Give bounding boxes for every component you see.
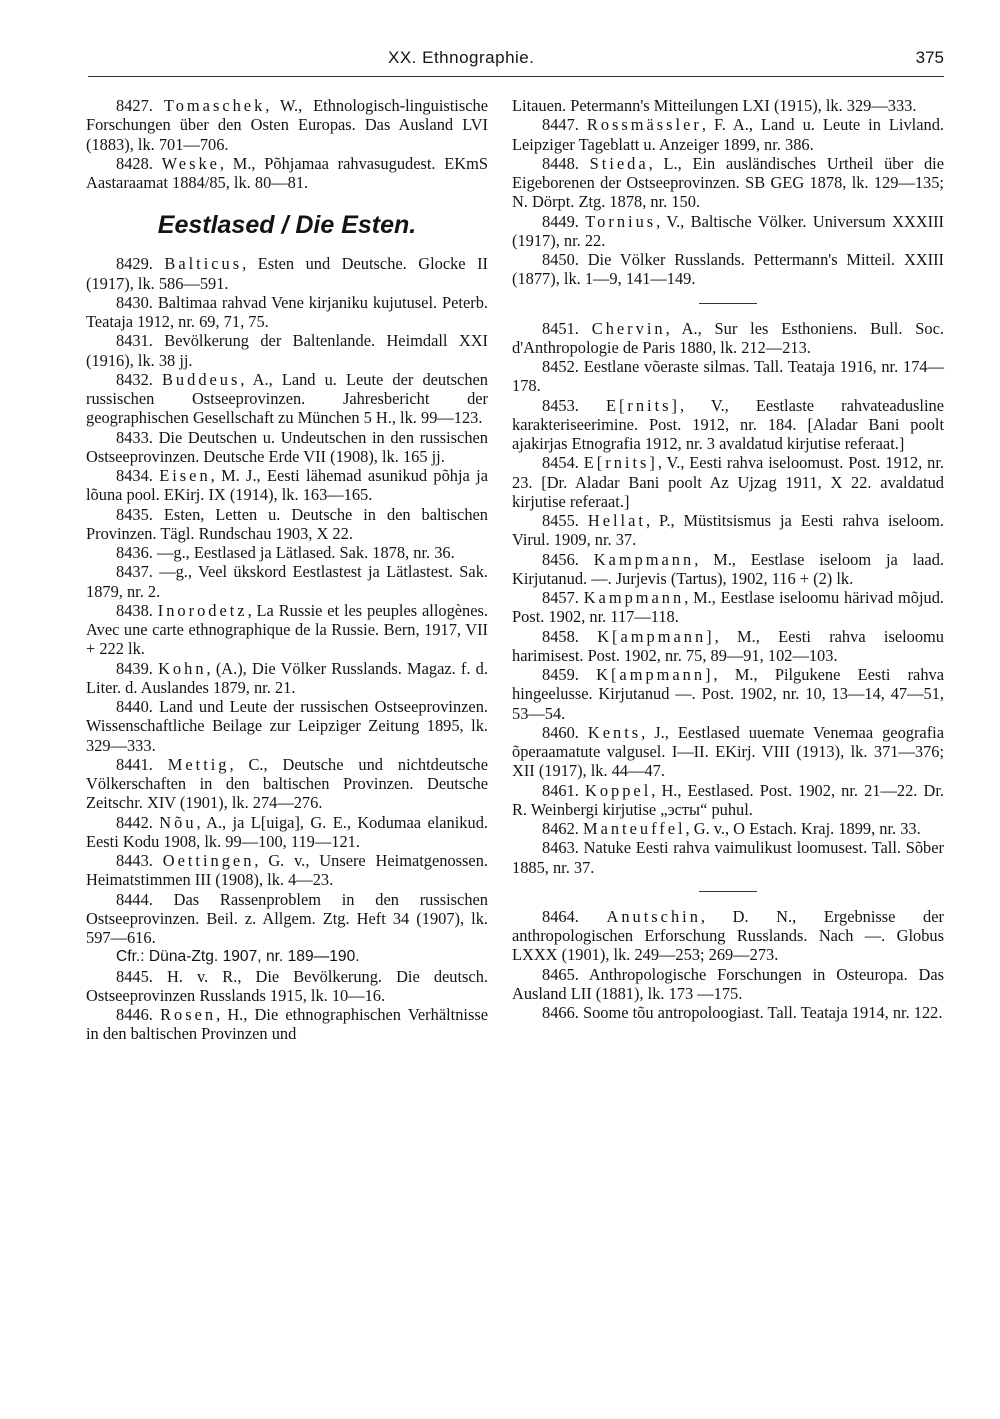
page-header (88, 48, 944, 74)
bibliography-entry (512, 511, 944, 550)
bibliography-entry (86, 851, 488, 890)
entry-text: , J., Eestlased uuemate Venemaa geografia õperaamatute valgusel. I—II. EKirj. VIII (1913), lk. 371—376; XII (1917), lk. 44—47. (512, 722, 944, 781)
bibliography-entry (86, 543, 488, 562)
left-tail-entries (86, 967, 488, 1044)
bibliography-entry (512, 965, 944, 1004)
entry-text: Die Völker Russlands. Pettermann's Mitteil. XXIII (1877), lk. 1—9, 141—149. (512, 250, 944, 289)
left-entries (86, 254, 488, 947)
entry-number: 8428. (116, 153, 153, 173)
entry-text: , V., Baltische Völker. Universum XXXIII (1917), nr. 22. (512, 211, 944, 250)
entry-number: 8444. (116, 889, 153, 909)
bibliography-entry (512, 212, 944, 251)
entry-text: , D. N., Ergebnisse der anthropologischen Erforschung Russlands. Nach —. Globus LXXX (1901), lk. 249—253; 269—273. (512, 906, 944, 965)
entry-number: 8454. (542, 453, 579, 473)
left-column (86, 96, 488, 1044)
entry-author: Hellat (587, 511, 646, 530)
entry-text: , A., Land u. Leute der deutschen russischen Ostseeprovinzen. Jahresbericht der geographischen Gesellschaft zu München 5 H., lk. 99—123. (86, 369, 488, 428)
bibliography-entry (512, 115, 944, 154)
entry-number: 8461. (542, 780, 579, 800)
entry-author: Koppel (585, 780, 652, 800)
header-rule (88, 76, 944, 77)
bibliography-entry (86, 755, 488, 813)
bibliography-entry (512, 154, 944, 212)
entry-author: E[rnits] (605, 395, 681, 415)
section-title: Eestlased / Die Esten. (157, 211, 417, 240)
bibliography-entry (86, 96, 488, 154)
entry-number: 8443. (116, 851, 153, 870)
entry-text: , (A.), Die Völker Russlands. Magaz. f. d. Liter. d. Auslandes 1879, nr. 21. (86, 658, 488, 697)
bibliography-entry (512, 907, 944, 965)
entry-number: 8457. (542, 588, 579, 607)
entry-number: 8458. (542, 626, 579, 646)
entry-text: , M., Põhjamaa rahvasugudest. EKmS Aastaraamat 1884/85, lk. 80—81. (86, 153, 488, 192)
entry-number: 8438. (116, 600, 153, 620)
entry-author: K[ampmann] (596, 665, 714, 684)
bibliography-entry (86, 331, 488, 370)
entry-number: 8460. (542, 722, 579, 742)
bibliography-entry (86, 428, 488, 467)
bibliography-entry (86, 293, 488, 332)
bibliography-entry (86, 370, 488, 428)
entry-text: , A., ja L[uiga], G. E., Kodumaa elanikud. Eesti Kodu 1908, lk. 99—100, 119—121. (86, 812, 488, 851)
entry-author: Balticus (164, 254, 243, 274)
left-top-entries (86, 96, 488, 192)
entry-text: , G. v., O Estach. Kraj. 1899, nr. 33. (685, 819, 921, 838)
entry-author: Stieda (589, 153, 649, 173)
entry-text: , P., Müstitsismus ja Eesti rahva iseloom. Virul. 1909, nr. 37. (512, 511, 944, 550)
section-separator (699, 891, 757, 892)
bibliography-entry (512, 838, 944, 877)
bibliography-entry (86, 254, 488, 293)
bibliography-entry (512, 819, 944, 838)
entry-text: , G. v., Unsere Heimatgenossen. Heimatstimmen III (1908), lk. 4—23. (86, 851, 488, 890)
entry-number: 8434. (116, 466, 153, 485)
entry-number: 8462. (542, 819, 579, 838)
entry-number: 8430. (116, 292, 153, 312)
entry-text: Eestlane võeraste silmas. Tall. Teataja 1916, nr. 174—178. (512, 357, 944, 396)
right-column (512, 96, 944, 1022)
entry-text: , H., Die ethnographischen Verhältnisse in den baltischen Provinzen und (86, 1005, 488, 1044)
entry-number: 8447. (542, 115, 579, 135)
entry-author: Inorodetz (157, 600, 248, 620)
entry-number: 8455. (542, 511, 579, 530)
entry-text: Das Rassenproblem in den russischen Ostseeprovinzen. Beil. z. Allgem. Ztg. Heft 34 (1907), lk. 597—616. (86, 889, 488, 947)
entry-number: 8452. (542, 357, 579, 376)
entry-text: Soome tõu antropoloogiast. Tall. Teataja 1914, nr. 122. (583, 1003, 943, 1022)
entry-number: 8436. (116, 543, 153, 562)
entry-author: Nõu (159, 812, 197, 832)
entry-text: Anthropologische Forschungen in Osteuropa. Das Ausland LII (1881), lk. 173 —175. (512, 964, 944, 1003)
bibliography-entry (86, 562, 488, 601)
entry-number: 8431. (116, 331, 153, 351)
entry-text: Land und Leute der russischen Ostseeprovinzen. Wissenschaftliche Beilage zur Leipziger Zeitung 1895, lk. 329—333. (86, 697, 488, 755)
bibliography-entry (512, 781, 944, 820)
entry-text: —g., Eestlased ja Lätlased. Sak. 1878, nr. 36. (157, 543, 455, 562)
bibliography-entry (86, 813, 488, 852)
entry-text: Natuke Eesti rahva vaimulikust loomusest. Tall. Sõber 1885, nr. 37. (512, 838, 944, 877)
entry-author: Rosen (160, 1005, 217, 1024)
bibliography-entry (86, 659, 488, 698)
entry-number: 8459. (542, 665, 579, 684)
entry-author: Anutschin (606, 906, 701, 926)
entry-number: 8453. (542, 395, 579, 415)
bibliography-entry (512, 627, 944, 666)
entry-number: 8429. (116, 254, 153, 274)
entry-number: 8446. (116, 1005, 153, 1024)
entry-text: , F. A., Land u. Leute in Livland. Leipziger Tageblatt u. Anzeiger 1899, nr. 386. (512, 115, 944, 154)
entry-text: Esten, Letten u. Deutsche in den baltischen Provinzen. Tägl. Rundschau 1903, X 22. (86, 504, 488, 543)
entry-author: Rossmässler (586, 115, 702, 135)
bibliography-entry (86, 697, 488, 755)
bibliography-entry (512, 588, 944, 627)
continued-entry-text: Litauen. Petermann's Mitteilungen LXI (1915), lk. 329—333. (512, 96, 917, 115)
entry-text: , La Russie et les peuples allogènes. Avec une carte ethnographique de la Russie. Bern, 1917, VII + 222 lk. (86, 600, 488, 659)
entry-text: , M., Pilgukene Eesti rahva hingeelusse. Kirjutanud —. Post. 1902, nr. 10, 13—14, 47—51, 53—54. (512, 665, 944, 723)
entry-number: 8437. (116, 562, 153, 582)
entry-author: K[ampmann] (597, 626, 715, 646)
section-separator (699, 303, 757, 304)
entry-number: 8435. (116, 504, 153, 524)
right-entries-group-2 (512, 319, 944, 877)
entry-number: 8441. (116, 754, 153, 774)
bibliography-entry (86, 466, 488, 505)
entry-number: 8463. (542, 838, 579, 858)
entry-text: , A., Sur les Esthoniens. Bull. Soc. d'Anthropologie de Paris 1880, lk. 212—213. (512, 318, 944, 357)
entry-text: , V., Eestlaste rahvateadusline karakteriseerimine. Post. 1912, nr. 184. [Aladar Bani poolt ajakirjas Etnografia 1912, nr. 3 avaldatud kirjutise referaat.] (512, 395, 944, 453)
entry-text: , M., Eesti rahva iseloomu harimisest. Post. 1902, nr. 75, 89—91, 102—103. (512, 626, 944, 665)
entry-author: Kents (587, 722, 642, 742)
bibliography-entry (86, 154, 488, 193)
entry-text: Baltimaa rahvad Vene kirjaniku kujutusel. Peterb. Teataja 1912, nr. 69, 71, 75. (86, 292, 488, 331)
entry-author: Manteuffel (583, 819, 686, 838)
entry-text: —g., Veel ükskord Eestlastest ja Lätlastest. Sak. 1879, nr. 2. (86, 562, 488, 601)
entry-text: , M., Eestlase iseloom ja laad. Kirjutanud. —. Jurjevis (Tartus), 1902, 116 + (2) lk. (512, 549, 944, 588)
entry-text: Bevölkerung der Baltenlande. Heimdall XXI (1916), lk. 38 jj. (86, 331, 488, 370)
right-entries-group-3 (512, 907, 944, 1023)
entry-author: Eisen (159, 466, 211, 485)
entry-text: , L., Ein ausländisches Urtheil über die Eigeborenen der Ostseeprovinzen. SB GEG 1878, lk. 129—135; N. Dörpt. Ztg. 1878, nr. 150. (512, 153, 944, 212)
entry-author: Oettingen (162, 851, 255, 870)
entry-number: 8456. (542, 549, 579, 569)
entry-text: , H., Eestlased. Post. 1902, nr. 21—22. Dr. R. Weinbergi kirjutise „эсты“ puhul. (512, 780, 944, 819)
entry-author: Tomaschek (163, 96, 266, 115)
entry-number: 8466. (542, 1003, 579, 1022)
bibliography-entry (86, 1005, 488, 1044)
entry-number: 8451. (542, 318, 579, 338)
entry-number: 8448. (542, 153, 579, 173)
entry-number: 8442. (116, 812, 153, 832)
entry-text: , Esten und Deutsche. Glocke II (1917), lk. 586—591. (86, 254, 488, 293)
bibliography-entry (512, 723, 944, 781)
bibliography-entry (86, 505, 488, 544)
entry-text: Die Deutschen u. Undeutschen in den russischen Ostseeprovinzen. Deutsche Erde VII (1908), lk. 165 jj. (86, 427, 488, 466)
entry-author: Chervin (591, 318, 666, 338)
bibliography-entry (512, 357, 944, 396)
entry-text: , C., Deutsche und nichtdeutsche Völkerschaften in den baltischen Provinzen. Deutsche Zeitschr. XIV (1901), lk. 274—276. (86, 754, 488, 813)
entry-text: , W., Ethnologisch-linguistische Forschungen über den Osten Europas. Das Ausland LVI (1883), lk. 701—706. (86, 96, 488, 154)
entry-author: Tornius (585, 211, 657, 231)
page-number: 375 (915, 48, 944, 67)
bibliography-entry (86, 601, 488, 659)
entry-number: 8450. (542, 250, 579, 269)
entry-number: 8440. (116, 697, 153, 716)
bibliography-entry (512, 665, 944, 723)
cross-reference: Cfr.: Düna-Ztg. 1907, nr. 189—190. (116, 948, 360, 966)
entry-number: 8465. (542, 964, 579, 984)
entry-text: , M. J., Eesti lähemad asunikud põhja ja lõuna pool. EKirj. IX (1914), lk. 163—165. (86, 466, 488, 505)
entry-author: Kohn (158, 658, 207, 678)
entry-author: Mettig (167, 754, 230, 774)
bibliography-entry (512, 550, 944, 589)
entry-number: 8449. (542, 211, 579, 231)
bibliography-entry (512, 453, 944, 511)
entry-author: Weske (161, 153, 220, 173)
bibliography-entry (512, 250, 944, 289)
entry-author: Buddeus (162, 369, 241, 389)
entry-text: , M., Eestlase iseloomu härivad mõjud. Post. 1902, nr. 117—118. (512, 588, 944, 627)
entry-author: E[rnits] (583, 453, 658, 473)
entry-number: 8433. (116, 427, 153, 447)
bibliography-entry (512, 319, 944, 358)
entry-number: 8432. (116, 369, 153, 389)
bibliography-entry (512, 396, 944, 454)
entry-number: 8445. (116, 966, 153, 986)
entry-number: 8464. (542, 906, 579, 926)
entry-text: , V., Eesti rahva iseloomust. Post. 1912, nr. 23. [Dr. Aladar Bani poolt Az Ujzag 1911, X 22. avaldatud kirjutise referaat.] (512, 453, 944, 511)
entry-author: Kampmann (583, 588, 685, 607)
bibliography-entry (86, 890, 488, 948)
running-title: XX. Ethnographie. (388, 48, 535, 67)
bibliography-entry (512, 1003, 944, 1022)
right-entries-group-1 (512, 115, 944, 288)
bibliography-entry (86, 967, 488, 1006)
entry-number: 8439. (116, 658, 153, 678)
entry-number: 8427. (116, 96, 153, 115)
entry-text: H. v. R., Die Bevölkerung. Die deutsch. Ostseeprovinzen Russlands 1915, lk. 10—16. (86, 966, 488, 1005)
entry-author: Kampmann (593, 549, 695, 569)
